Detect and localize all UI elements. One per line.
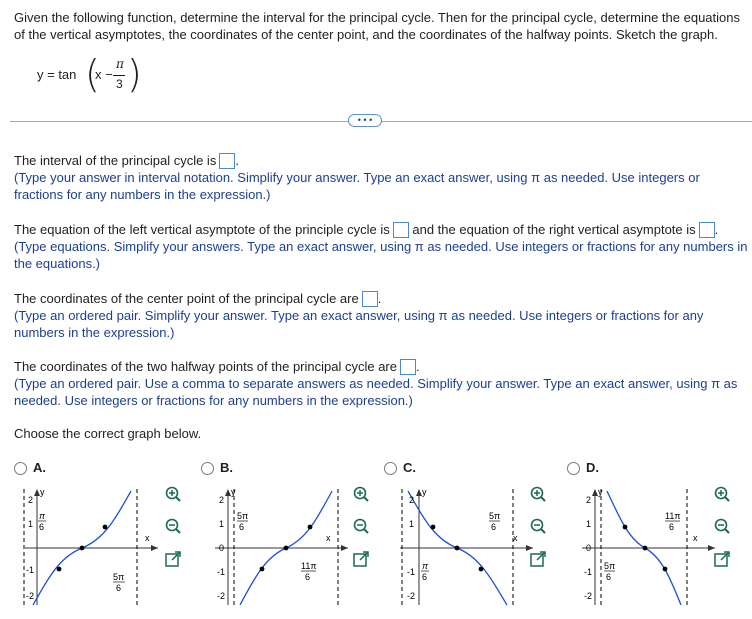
halfway-point-right	[103, 525, 108, 530]
halfway-point-left	[623, 525, 628, 530]
tick-y-neg1: -1	[217, 567, 226, 577]
tick-x-5pi-num: 5π	[604, 561, 616, 571]
zoom-in-icon[interactable]	[713, 485, 731, 503]
halfway-point-right	[308, 525, 313, 530]
function-var: x −	[95, 67, 113, 82]
zoom-in-icon[interactable]	[352, 485, 370, 503]
option-a-radio[interactable]	[14, 462, 27, 475]
center-prompt: The coordinates of the center point of the principal cycle are	[14, 291, 359, 306]
tick-x-5pi-num: 5π	[237, 511, 249, 521]
center-answer-box[interactable]	[362, 291, 378, 307]
option-d-radio[interactable]	[567, 462, 580, 475]
interval-hint-line1: (Type your answer in interval notation. Simplify your answer. Type an exact answer, using π as needed. Use integers or	[14, 170, 700, 185]
interval-answer-box[interactable]	[219, 153, 235, 169]
question-intro	[14, 9, 740, 43]
option-d-graph	[577, 483, 717, 608]
expand-icon[interactable]	[352, 550, 370, 568]
tick-x-pi-num: π	[39, 511, 46, 521]
halfway-point-left	[431, 525, 436, 530]
right-paren: )	[127, 52, 142, 96]
halfway-point-left	[260, 567, 265, 572]
center-point	[455, 546, 460, 551]
tick-y-2: 2	[28, 495, 34, 505]
option-a-graph	[20, 483, 160, 608]
question-intro-line2: of the vertical asymptotes, the coordinates of the center point, and the coordinates of the halfway points. Sketch the graph.	[14, 27, 718, 42]
tick-y-neg1: -1	[407, 567, 416, 577]
tick-y-2: 2	[586, 495, 592, 505]
left-asymptote-prompt: The equation of the left vertical asymptote of the principle cycle is	[14, 222, 390, 237]
tick-y-neg2: -2	[26, 591, 35, 601]
zoom-out-icon[interactable]	[352, 517, 370, 535]
fraction-bar	[113, 75, 125, 76]
right-asymptote-answer-box[interactable]	[699, 222, 715, 238]
part-center: The coordinates of the center point of the principal cycle are . (Type an ordered pair. Simplify your answer. Type an exact answer, using π as needed. Use integers or fractions for any numbers in the expression.)	[14, 291, 704, 340]
expand-icon[interactable]	[529, 550, 547, 568]
halfway-hint-line1: (Type an ordered pair. Use a comma to separate answers as needed. Simplify your answer. Type an exact answer, using π as	[14, 376, 738, 391]
option-a-label: A.	[33, 460, 46, 475]
tick-y-neg2: -2	[407, 591, 416, 601]
halfway-point-right	[663, 567, 668, 572]
x-axis-label: x	[693, 533, 698, 543]
function-fraction-num: π	[116, 57, 124, 71]
tick-y-1: 1	[409, 519, 415, 529]
zoom-out-icon[interactable]	[164, 517, 182, 535]
tick-y-0: 0	[586, 543, 592, 553]
x-axis-label: x	[145, 533, 150, 543]
expand-icon[interactable]	[713, 550, 731, 568]
tick-y-neg2: -2	[217, 591, 226, 601]
zoom-in-icon[interactable]	[164, 485, 182, 503]
tick-x-11pi-den: 6	[669, 522, 675, 532]
function-lhs: y = tan	[37, 67, 77, 82]
tick-x-5pi-num: 5π	[489, 511, 501, 521]
choose-graph-label: Choose the correct graph below.	[14, 426, 202, 441]
x-axis-label: x	[326, 533, 331, 543]
interval-hint-line2: fractions for any numbers in the expression.)	[14, 187, 271, 202]
part-halfway: The coordinates of the two halfway points of the principal cycle are . (Type an ordered pair. Use a comma to separate answers as needed. Simplify your answer. Type an exact answer, using π as needed. Use integers or fractions for any numbers in the expression.)	[14, 359, 738, 408]
x-axis-arrow	[151, 545, 158, 551]
tick-x-11pi-den: 6	[305, 572, 311, 582]
option-b-radio[interactable]	[201, 462, 214, 475]
y-axis-label: y	[598, 487, 603, 497]
x-axis-arrow	[341, 545, 348, 551]
halfway-hint-line2: needed. Use integers or fractions for any numbers in the expression.)	[14, 393, 413, 408]
tick-x-5pi-den: 6	[491, 522, 497, 532]
tick-x-5pi-den: 6	[116, 583, 122, 593]
tick-x-5pi-den: 6	[239, 522, 245, 532]
center-point	[80, 546, 85, 551]
halfway-answer-box[interactable]	[400, 359, 416, 375]
center-point	[643, 546, 648, 551]
tick-x-11pi-num: 11π	[301, 561, 317, 571]
option-b-label: B.	[220, 460, 233, 475]
halfway-point-right	[479, 567, 484, 572]
asymptote-hint-line1: (Type equations. Simplify your answers. Type an exact answer, using π as needed. Use integers or fractions for any numbers in	[14, 239, 748, 254]
left-asymptote-answer-box[interactable]	[393, 222, 409, 238]
option-c-label: C.	[403, 460, 416, 475]
zoom-out-icon[interactable]	[713, 517, 731, 535]
y-axis-label: y	[422, 487, 427, 497]
option-c-graph	[395, 483, 535, 608]
tick-y-neg1: -1	[26, 565, 35, 575]
y-axis-label: y	[40, 487, 45, 497]
zoom-in-icon[interactable]	[529, 485, 547, 503]
interval-prompt: The interval of the principal cycle is	[14, 153, 217, 168]
tick-y-0: 0	[219, 543, 225, 553]
function-fraction-den: 3	[116, 77, 123, 91]
right-asymptote-prompt: and the equation of the right vertical asymptote is	[412, 222, 696, 237]
tick-y-2: 2	[409, 495, 415, 505]
option-d-label: D.	[586, 460, 599, 475]
question-intro-line1: Given the following function, determine the interval for the principal cycle. Then for the principal cycle, determine the equations	[14, 10, 740, 25]
tick-y-neg1: -1	[584, 567, 593, 577]
tick-y-1: 1	[219, 519, 225, 529]
option-c-radio[interactable]	[384, 462, 397, 475]
center-hint-line1: (Type an ordered pair. Simplify your answer. Type an exact answer, using π as needed. Use integers or fractions for any	[14, 308, 704, 323]
option-b-graph	[210, 483, 350, 608]
expand-icon[interactable]	[164, 550, 182, 568]
tick-y-neg2: -2	[584, 591, 593, 601]
part-interval: The interval of the principal cycle is . (Type your answer in interval notation. Simplify your answer. Type an exact answer, using π as needed. Use integers or fractions for any numbers in the expression.)	[14, 153, 700, 202]
left-paren: (	[85, 52, 100, 96]
tick-x-11pi-num: 11π	[665, 511, 681, 521]
asymptote-hint-line2: the equations.)	[14, 256, 101, 271]
more-options-button[interactable]: • • •	[348, 114, 382, 127]
tick-y-1: 1	[28, 519, 34, 529]
part-asymptotes: The equation of the left vertical asymptote of the principle cycle is and the equation of the right vertical asymptote is . (Type equations. Simplify your answers. Type an exact answer, using π as needed. Use integers or fractions for any numbers in the equations.)	[14, 222, 748, 271]
halfway-prompt: The coordinates of the two halfway points of the principal cycle are	[14, 359, 397, 374]
tick-y-1: 1	[586, 519, 592, 529]
zoom-out-icon[interactable]	[529, 517, 547, 535]
tick-y-2: 2	[219, 495, 225, 505]
halfway-point-left	[57, 567, 62, 572]
tick-x-5pi-num: 5π	[113, 572, 125, 582]
x-axis-label: x	[513, 533, 518, 543]
center-point	[284, 546, 289, 551]
tick-x-pi-den: 6	[39, 522, 45, 532]
center-hint-line2: numbers in the expression.)	[14, 325, 175, 340]
tick-x-pi-den: 6	[422, 572, 428, 582]
y-axis-label: y	[231, 487, 236, 497]
tick-x-5pi-den: 6	[606, 572, 612, 582]
tick-x-pi-num: π	[422, 561, 429, 571]
